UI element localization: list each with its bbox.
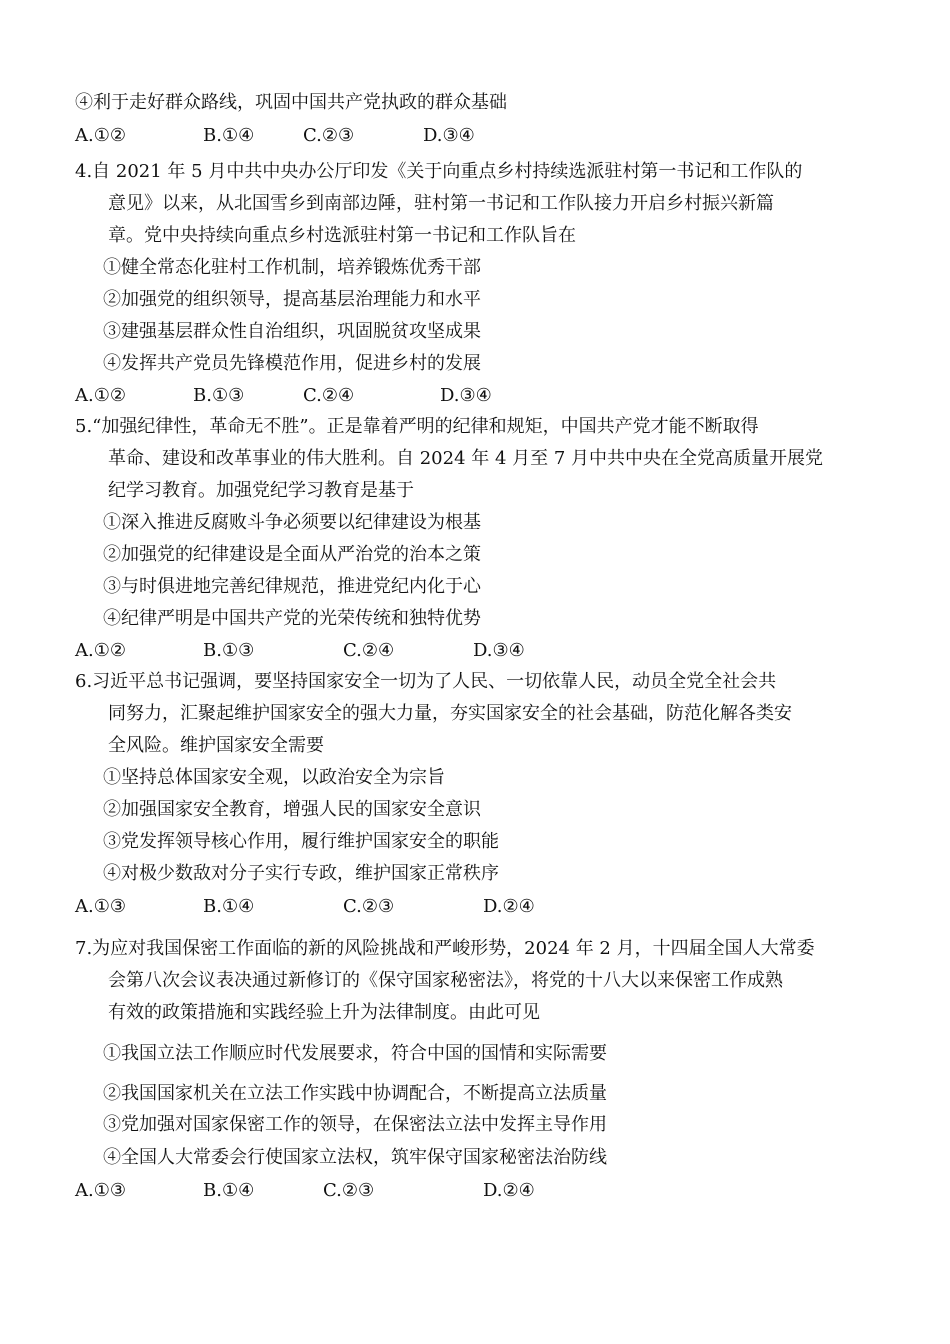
statement-option: ③与时俱进地完善纪律规范，推进党纪内化于心	[103, 576, 481, 597]
question-stem-line: 7.为应对我国保密工作面临的新的风险挑战和严峻形势，2024 年 2 月，十四届全国人大常委	[75, 938, 815, 959]
answer-a: A.①②	[75, 385, 126, 406]
statement-option: ①坚持总体国家安全观，以政治安全为宗旨	[103, 767, 445, 788]
question-stem-line: 革命、建设和改革事业的伟大胜利。自 2024 年 4 月至 7 月中共中央在全党高质量开展党	[108, 448, 824, 469]
statement-option: ①健全常态化驻村工作机制，培养锻炼优秀干部	[103, 257, 481, 278]
statement-option: ③建强基层群众性自治组织，巩固脱贫攻坚成果	[103, 321, 481, 342]
question-stem-line: 6.习近平总书记强调，要坚持国家安全一切为了人民、一切依靠人民，动员全党全社会共	[75, 671, 777, 692]
answer-c: C.②③	[303, 125, 355, 146]
answer-c: C.②④	[303, 385, 355, 406]
answer-row	[75, 383, 875, 409]
question-stem-line: 意见》以来，从北国雪乡到南部边陲，驻村第一书记和工作队接力开启乡村振兴新篇	[108, 193, 774, 214]
answer-d: D.③④	[473, 640, 525, 661]
question-stem-line: 会第八次会议表决通过新修订的《保守国家秘密法》，将党的十八大以来保密工作成熟	[108, 970, 783, 991]
intro-answer-row	[75, 123, 875, 149]
answer-row	[75, 894, 875, 920]
answer-a: A.①②	[75, 125, 126, 146]
statement-option: ④全国人大常委会行使国家立法权，筑牢保守国家秘密法治防线	[103, 1147, 607, 1168]
answer-d: D.③④	[440, 385, 492, 406]
question-stem-line: 同努力，汇聚起维护国家安全的强大力量，夯实国家安全的社会基础，防范化解各类安	[108, 703, 792, 724]
statement-option: ②我国国家机关在立法工作实践中协调配合，不断提高立法质量	[103, 1083, 607, 1104]
answer-b: B.①③	[193, 385, 245, 406]
answer-c: C.②③	[323, 1180, 375, 1201]
answer-a: A.①②	[75, 640, 126, 661]
answer-b: B.①④	[203, 1180, 255, 1201]
statement-option: ③党发挥领导核心作用，履行维护国家安全的职能	[103, 831, 499, 852]
question-stem-line: 纪学习教育。加强党纪学习教育是基于	[108, 480, 414, 501]
statement-option: ④纪律严明是中国共产党的光荣传统和独特优势	[103, 608, 481, 629]
answer-b: B.①③	[203, 640, 255, 661]
answer-a: A.①③	[75, 896, 126, 917]
answer-c: C.②③	[343, 896, 395, 917]
statement-option: ②加强国家安全教育，增强人民的国家安全意识	[103, 799, 481, 820]
question-stem-line: 有效的政策措施和实践经验上升为法律制度。由此可见	[108, 1002, 540, 1023]
statement-option: ③党加强对国家保密工作的领导，在保密法立法中发挥主导作用	[103, 1114, 607, 1135]
question-stem-line: 章。党中央持续向重点乡村选派驻村第一书记和工作队旨在	[108, 225, 576, 246]
question-stem-line: 4.自 2021 年 5 月中共中央办公厅印发《关于向重点乡村持续选派驻村第一书记和工作队的	[75, 161, 803, 182]
answer-b: B.①④	[203, 125, 255, 146]
answer-d: D.②④	[483, 896, 535, 917]
statement-option: ④对极少数敌对分子实行专政，维护国家正常秩序	[103, 863, 499, 884]
statement-option: ①我国立法工作顺应时代发展要求，符合中国的国情和实际需要	[103, 1043, 607, 1064]
answer-row	[75, 1178, 875, 1204]
answer-a: A.①③	[75, 1180, 126, 1201]
answer-b: B.①④	[203, 896, 255, 917]
statement-option: ①深入推进反腐败斗争必须要以纪律建设为根基	[103, 512, 481, 533]
statement-option: ②加强党的纪律建设是全面从严治党的治本之策	[103, 544, 481, 565]
answer-row	[75, 638, 875, 664]
answer-d: D.②④	[483, 1180, 535, 1201]
statement-option: ②加强党的组织领导，提高基层治理能力和水平	[103, 289, 481, 310]
intro-option: ④利于走好群众路线，巩固中国共产党执政的群众基础	[75, 92, 507, 113]
question-stem-line: 5.“加强纪律性，革命无不胜”。正是靠着严明的纪律和规矩，中国共产党才能不断取得	[75, 416, 759, 437]
answer-c: C.②④	[343, 640, 395, 661]
statement-option: ④发挥共产党员先锋模范作用，促进乡村的发展	[103, 353, 481, 374]
answer-d: D.③④	[423, 125, 475, 146]
question-stem-line: 全风险。维护国家安全需要	[108, 735, 324, 756]
